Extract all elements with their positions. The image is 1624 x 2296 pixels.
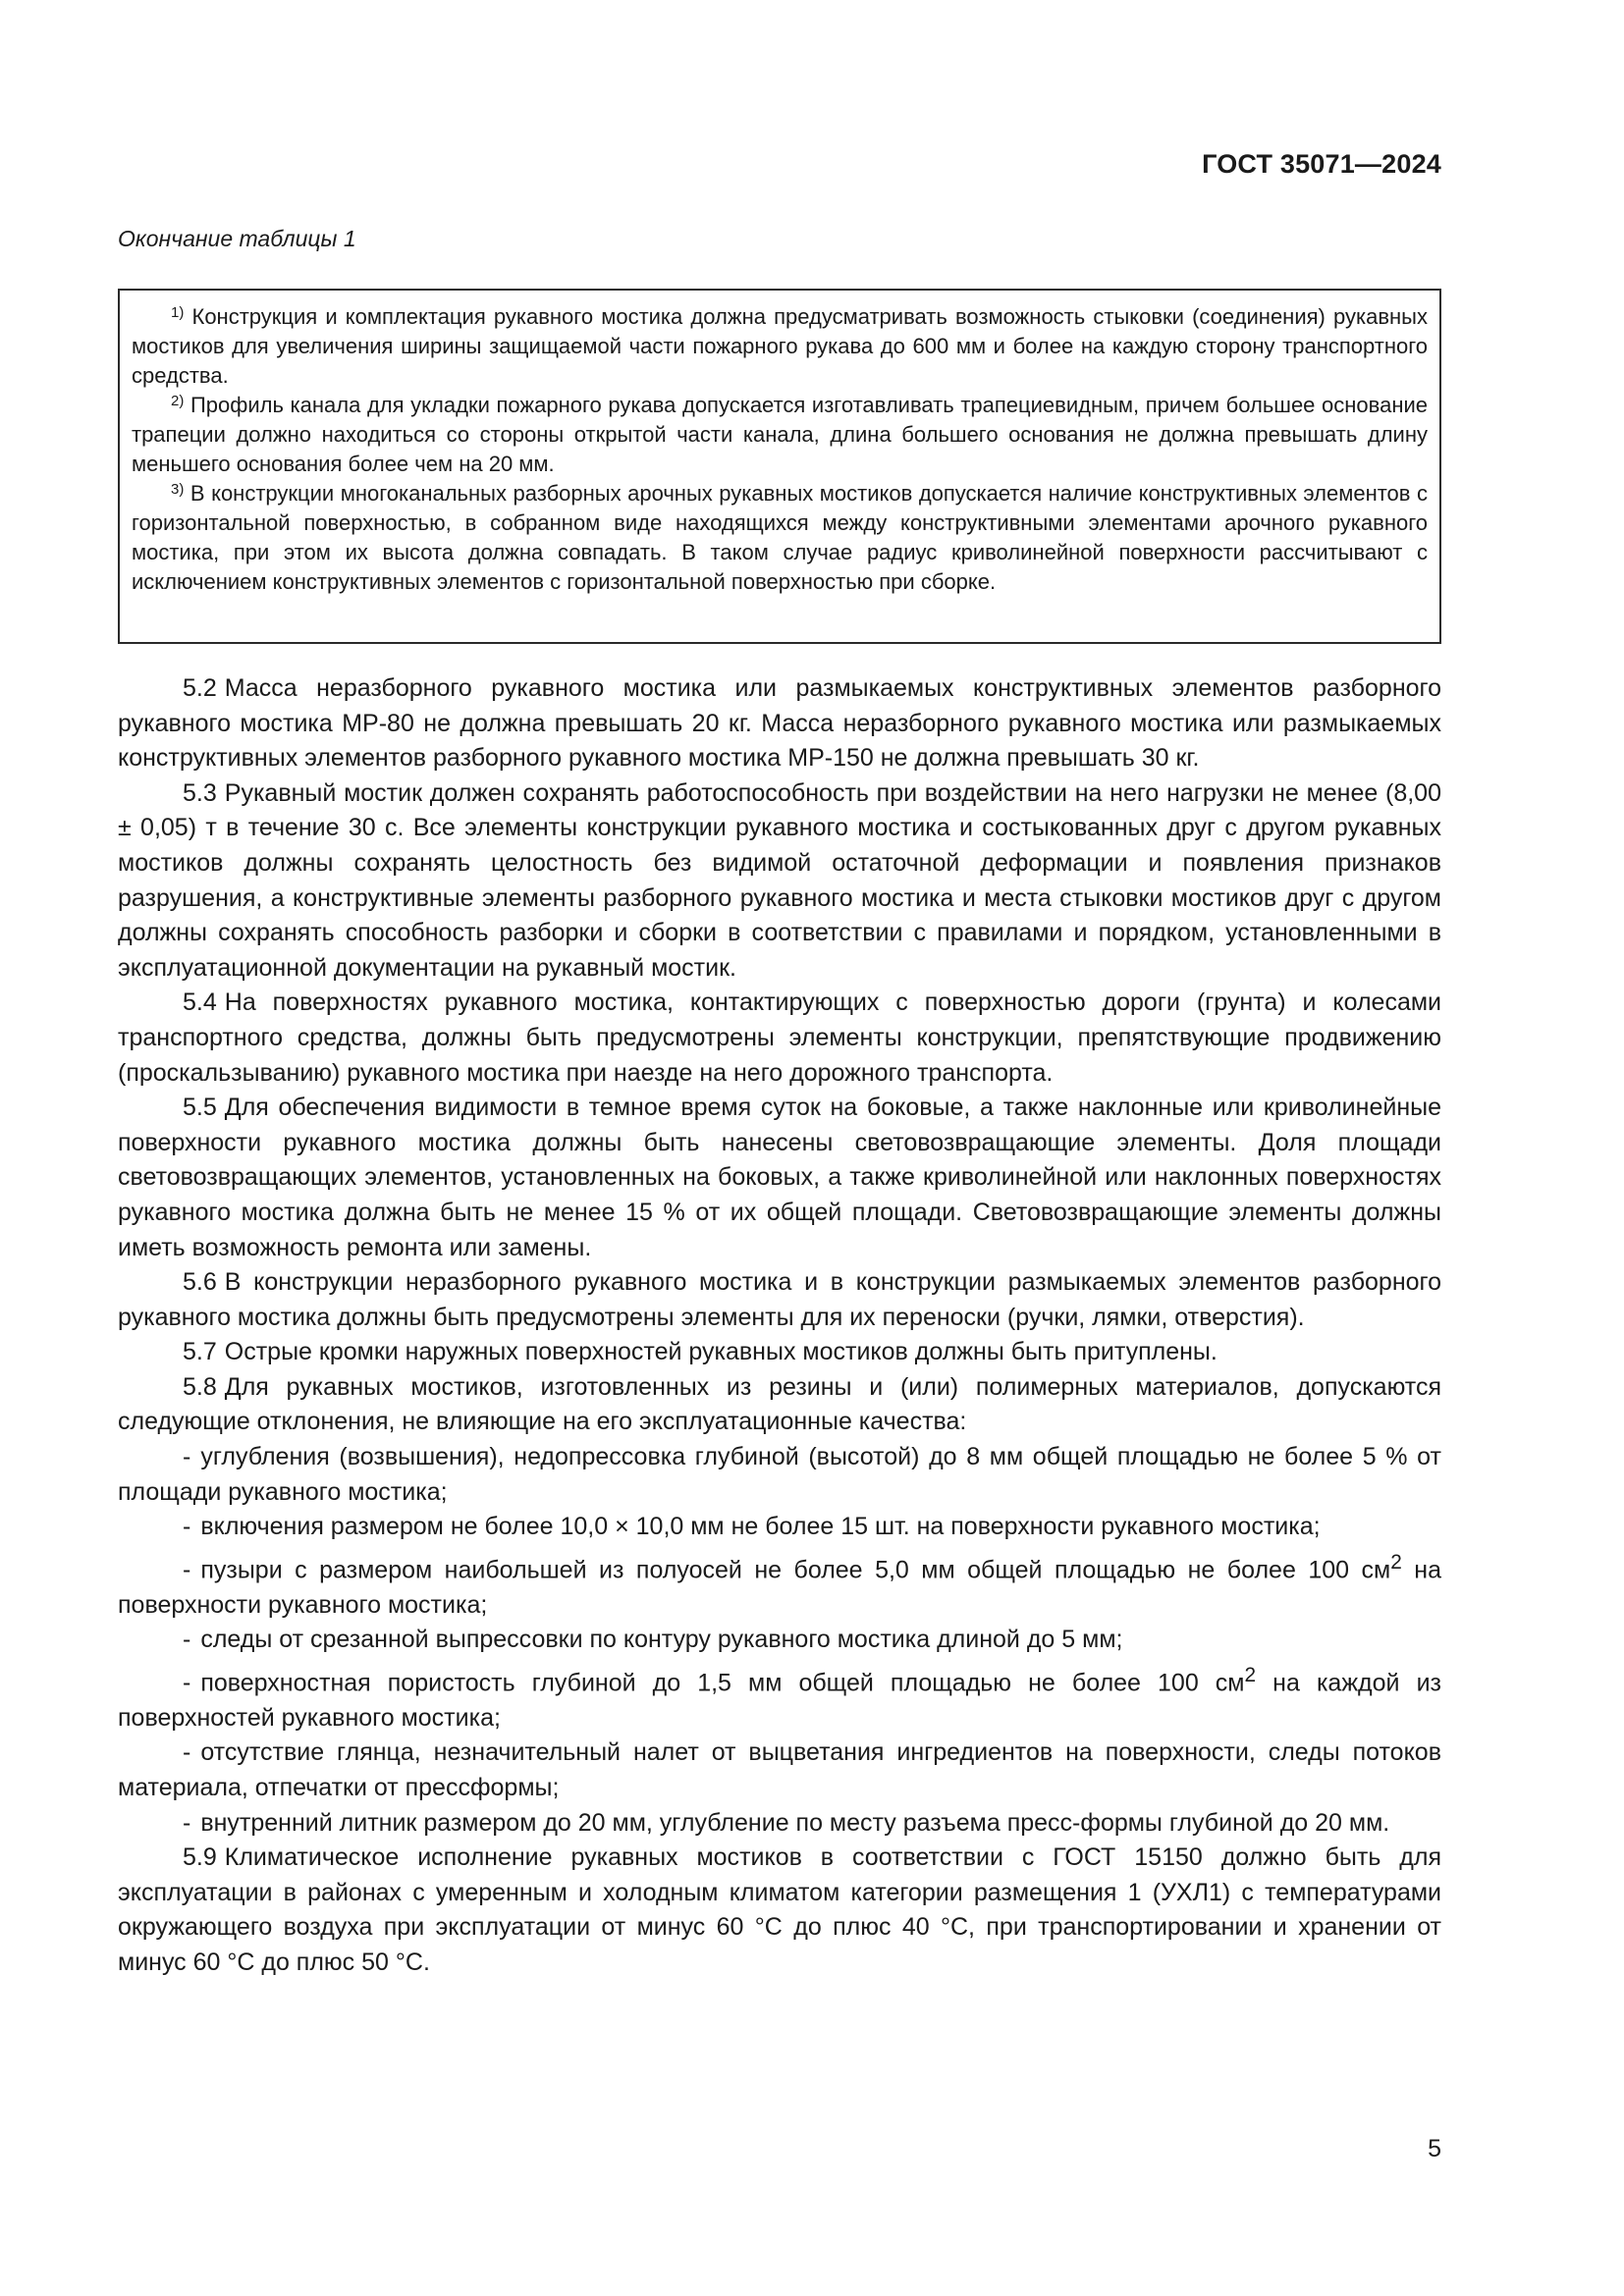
deviation-text: на поверхности рукавного мостика; [118,1556,1442,1619]
list-dash: - [183,1738,191,1767]
clause-number: 5.2 [183,674,217,702]
deviation-text: углубления (возвышения), недопрессовка глубиной (высотой) до 8 мм общей площадью не более 5 % от площади рукавного мостика; [118,1443,1441,1506]
clause-text: Для рукавных мостиков, изготовленных из резины и (или) полимерных материалов, допускаются следующие отклонения, не влияющие на его эксплуатационные качества: [118,1372,1441,1436]
deviation-item [118,1623,1441,1658]
clause-text: Климатическое исполнение рукавных мостиков в соответствии с ГОСТ 15150 должно быть для эксплуатации в районах с умеренным и холодным климатом категории размещения 1 (УХЛ1) с температурами окружающего воздуха при эксплуатации от минус 60 °С до плюс 40 °С, при транспортировании и хранении от минус 60 °С до плюс 50 °С. [118,1843,1441,1977]
deviation-text: включения размером не более 10,0 × 10,0 мм не более 15 шт. на поверхности рукавного мостика; [200,1513,1321,1541]
unit-exponent: 2 [1244,1663,1257,1686]
clause-number: 5.6 [183,1268,217,1297]
deviation-item [118,1806,1441,1842]
deviation-text: пузыри с размером наибольшей из полуосей не более 5,0 мм общей площадью не более 100 см [200,1556,1391,1584]
clause-5-3 [118,776,1441,987]
clause-text: Масса неразборного рукавного мостика или размыкаемых конструктивных элементов разборного рукавного мостика МР-80 не должна превышать 20 кг. Масса неразборного рукавного мостика или размыкаемых конструктивных элементов разборного рукавного мостика МР-150 не должна превышать 30 кг. [118,674,1441,773]
clause-5-6 [118,1265,1441,1335]
deviation-item [118,1658,1441,1736]
list-dash: - [183,1556,191,1584]
table-continuation-caption: Окончание таблицы 1 [118,226,356,251]
clause-5-9 [118,1841,1441,1980]
footnote-mark: 3) [171,481,185,498]
footnote-text: Профиль канала для укладки пожарного рукава допускается изготавливать трапециевидным, причем большее основание трапеции должно находиться со стороны открытой части канала, длина большего основания не должна превышать длину меньшего основания более чем на 20 мм. [132,393,1428,476]
clause-5-2 [118,671,1441,776]
list-dash: - [183,1626,191,1654]
clause-number: 5.8 [183,1372,217,1401]
deviation-text: поверхностная пористость глубиной до 1,5 мм общей площадью не более 100 см [200,1669,1245,1697]
deviation-item [118,1440,1441,1510]
clause-text: На поверхностях рукавного мостика, контактирующих с поверхностью дороги (грунта) и колесами транспортного средства, должны быть предусмотрены элементы конструкции, препятствующие продвижению (проскальзыванию) рукавного мостика при наезде на него дорожного транспорта. [118,988,1441,1087]
deviation-text: отсутствие глянца, незначительный налет от выцветания ингредиентов на поверхности, следы потоков материала, отпечатки от прессформы; [118,1738,1441,1802]
table-footnotes-box [118,289,1441,644]
footnote-text: В конструкции многоканальных разборных арочных рукавных мостиков допускается наличие конструктивных элементов с горизонтальной поверхностью, в собранном виде находящихся между конструктивными элементами арочного рукавного мостика, при этом их высота должна совпадать. В таком случае радиус криволинейной поверхности рассчитывают с исключением конструктивных элементов с горизонтальной поверхностью при сборке. [132,481,1428,594]
deviation-text: внутренний литник размером до 20 мм, углубление по месту разъема пресс-формы глубиной до 20 мм. [200,1808,1390,1837]
clause-text: Острые кромки наружных поверхностей рукавных мостиков должны быть притуплены. [224,1338,1218,1366]
deviation-text: на каждой из поверхностей рукавного мостика; [118,1669,1442,1732]
list-dash: - [183,1513,191,1541]
clause-number: 5.4 [183,988,217,1017]
clause-text: В конструкции неразборного рукавного мостика и в конструкции размыкаемых элементов разборного рукавного мостика должны быть предусмотрены элементы для их переноски (ручки, лямки, отверстия). [118,1268,1441,1331]
clause-5-4 [118,986,1441,1091]
list-dash: - [183,1808,191,1837]
deviation-item [118,1545,1441,1624]
list-dash: - [183,1443,191,1471]
document-body [118,671,1441,1981]
deviation-item [118,1735,1441,1805]
unit-exponent: 2 [1390,1550,1402,1574]
clause-number: 5.9 [183,1843,217,1872]
clause-5-7 [118,1335,1441,1370]
deviation-text: следы от срезанной выпрессовки по контуру рукавного мостика длиной до 5 мм; [200,1626,1123,1654]
list-dash: - [183,1669,191,1697]
footnote-mark: 1) [171,304,185,321]
clause-text: Рукавный мостик должен сохранять работоспособность при воздействии на него нагрузки не менее (8,00 ± 0,05) т в течение 30 с. Все элементы конструкции рукавного мостика и состыкованных друг с другом рукавных мостиков должны сохранять целостность без видимой остаточной деформации и появления признаков разрушения, а конструктивные элементы разборного рукавного мостика и места стыковки мостиков друг с другом должны сохранять способность разборки и сборки в соответствии с правилами и порядком, установленными в эксплуатационной документации на рукавный мостик. [118,778,1441,982]
clause-5-5 [118,1091,1441,1265]
clause-number: 5.3 [183,778,217,807]
footnote-mark: 2) [171,393,185,409]
document-header: ГОСТ 35071—2024 [1202,149,1441,179]
clause-text: Для обеспечения видимости в темное время суток на боковые, а также наклонные или криволинейные поверхности рукавного мостика должны быть нанесены световозвращающие элементы. Доля площади световозвращающих элементов, установленных на боковых, а также криволинейной или наклонных поверхностях рукавного мостика должна быть не менее 15 % от их общей площади. Световозвращающие элементы должны иметь возможность ремонта или замены. [118,1094,1441,1261]
deviation-item [118,1510,1441,1545]
footnote-3 [132,479,1428,597]
clause-5-8 [118,1370,1441,1440]
clause-number: 5.5 [183,1094,217,1122]
clause-number: 5.7 [183,1338,217,1366]
footnote-text: Конструкция и комплектация рукавного мостика должна предусматривать возможность стыковки (соединения) рукавных мостиков для увеличения ширины защищаемой части пожарного рукава до 600 мм и более на каждую сторону транспортного средства. [132,304,1428,388]
footnote-2 [132,391,1428,479]
page-number: 5 [1428,2135,1441,2163]
footnote-1 [132,302,1428,391]
